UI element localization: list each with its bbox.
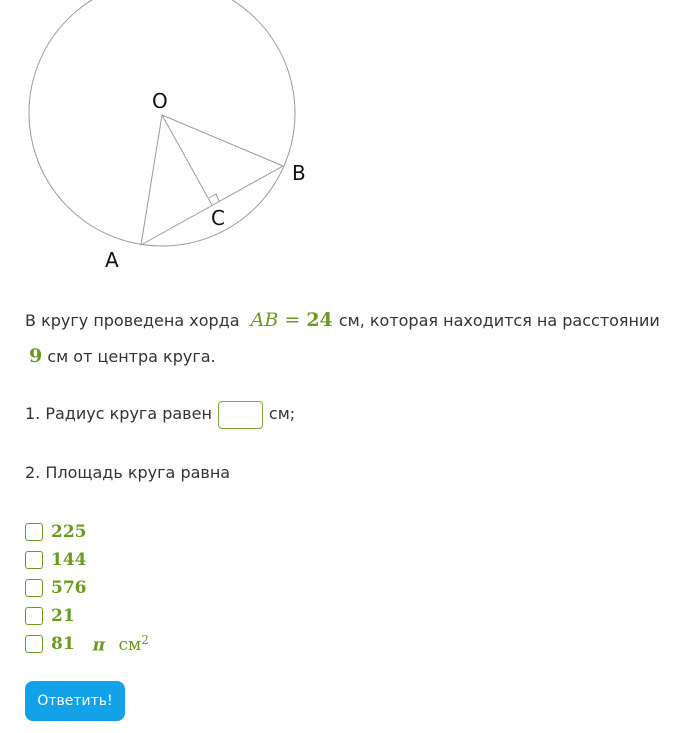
unit-cm: см <box>118 635 142 656</box>
distance-number: 9 <box>29 345 43 367</box>
checkbox-576[interactable] <box>25 579 43 597</box>
area-options <box>25 518 149 658</box>
question-1 <box>25 400 295 429</box>
problem-text-end: см от центра круга. <box>47 347 216 366</box>
question-1-label: 1. Радиус круга равен <box>25 404 212 423</box>
segment-ob <box>162 115 283 166</box>
option-label: 144 <box>51 550 87 570</box>
option-label: 225 <box>51 522 87 542</box>
unit-exponent: 2 <box>141 632 149 647</box>
option-81[interactable] <box>25 630 149 658</box>
question-2 <box>25 463 230 483</box>
chord-value: 24 <box>306 309 333 331</box>
submit-button[interactable]: Ответить! <box>25 681 125 721</box>
label-c: C <box>211 206 225 230</box>
checkbox-81[interactable] <box>25 635 43 653</box>
question-1-unit: см; <box>268 404 296 423</box>
option-21[interactable] <box>25 602 149 630</box>
geometry-figure <box>0 0 340 280</box>
segment-oa <box>141 115 162 245</box>
problem-line-2 <box>25 346 216 367</box>
chord-eq: = <box>284 309 301 331</box>
option-225[interactable] <box>25 518 149 546</box>
circle <box>29 0 295 246</box>
option-label: 81 <box>51 634 75 654</box>
circle-diagram <box>0 0 340 280</box>
checkbox-144[interactable] <box>25 551 43 569</box>
distance-value <box>29 345 42 367</box>
chord-expression <box>251 309 339 331</box>
area-unit <box>93 633 149 656</box>
option-label: 21 <box>51 606 75 626</box>
problem-text-before: В кругу проведена хорда <box>25 311 240 330</box>
checkbox-225[interactable] <box>25 523 43 541</box>
label-o: O <box>152 89 168 113</box>
right-angle-mark <box>209 194 219 201</box>
chord-name: AB <box>250 309 279 331</box>
checkbox-21[interactable] <box>25 607 43 625</box>
option-576[interactable] <box>25 574 149 602</box>
segment-oc <box>162 115 212 205</box>
option-144[interactable] <box>25 546 149 574</box>
label-b: B <box>292 161 306 185</box>
radius-answer-input[interactable] <box>218 401 263 429</box>
problem-text-after: см, которая находится на расстоянии <box>338 311 660 330</box>
question-2-label: 2. Площадь круга равна <box>25 463 231 482</box>
option-label: 576 <box>51 578 87 598</box>
pi-symbol: π <box>92 635 106 656</box>
label-a: A <box>105 248 119 272</box>
problem-line-1 <box>25 310 660 331</box>
